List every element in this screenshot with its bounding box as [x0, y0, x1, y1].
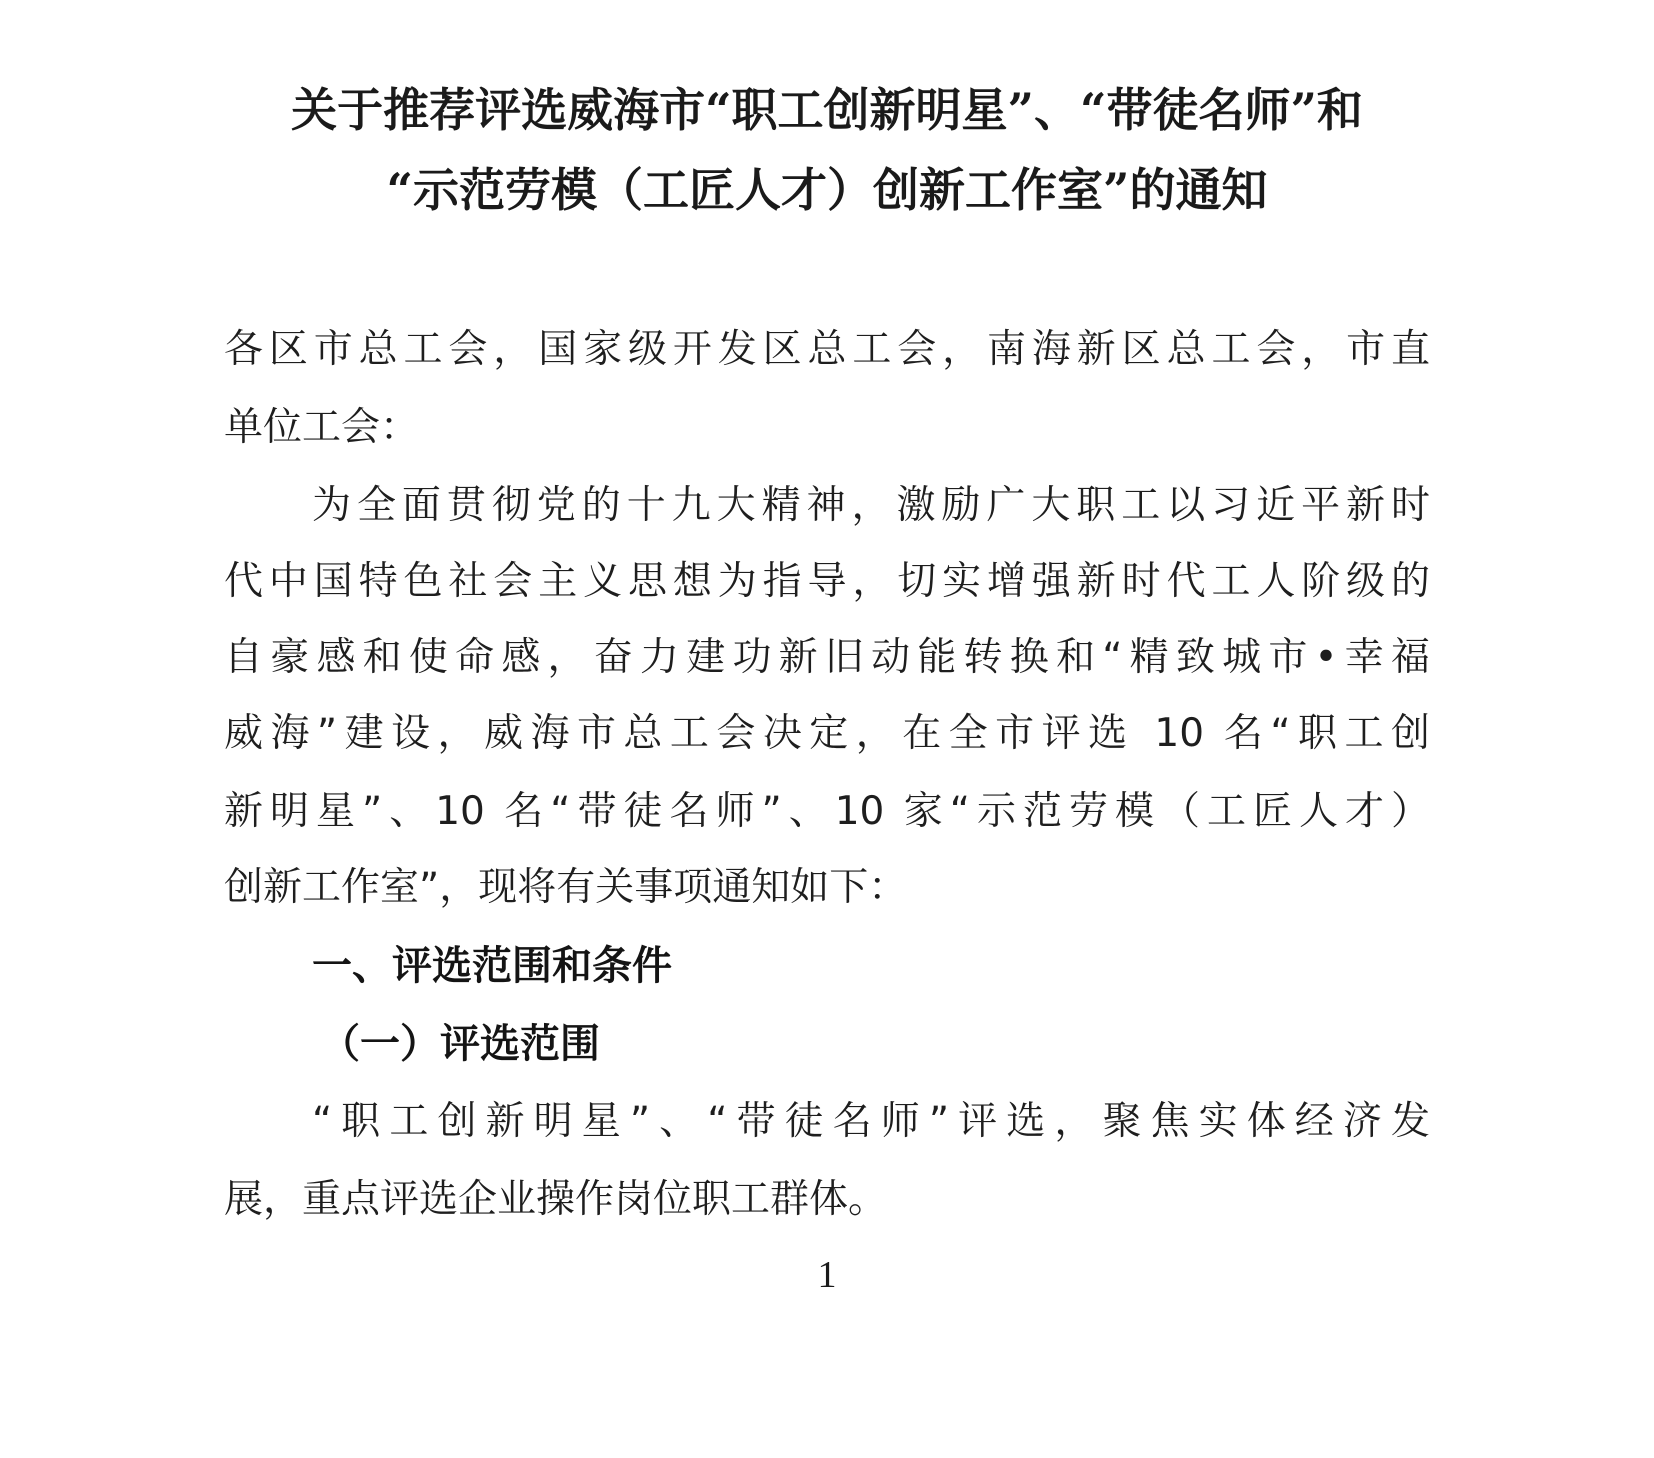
- document-title-line-1: 关于推荐评选威海市“职工创新明星”、“带徒名师”和: [291, 83, 1363, 137]
- intro-paragraph-line-4: 威海”建设，威海市总工会决定，在全市评选 10 名“职工创: [224, 711, 1430, 756]
- intro-paragraph-line-1: 为全面贯彻党的十九大精神，激励广大职工以习近平新时: [312, 483, 1430, 528]
- subsection-heading: （一）评选范围: [320, 1021, 600, 1067]
- section-heading: 一、评选范围和条件: [312, 943, 672, 989]
- salutation-line-1: 各区市总工会，国家级开发区总工会，南海新区总工会，市直: [224, 327, 1430, 372]
- salutation-line-2: 单位工会：: [224, 405, 420, 450]
- scope-paragraph-line-2: 展，重点评选企业操作岗位职工群体。: [224, 1177, 888, 1222]
- document-title-line-2: “示范劳模（工匠人才）创新工作室”的通知: [386, 163, 1268, 217]
- intro-paragraph-line-6: 创新工作室”，现将有关事项通知如下：: [224, 865, 908, 910]
- page-number: 1: [817, 1254, 837, 1296]
- intro-paragraph-line-5: 新明星”、10 名“带徒名师”、10 家“示范劳模（工匠人才）: [224, 789, 1430, 834]
- intro-paragraph-line-2: 代中国特色社会主义思想为指导，切实增强新时代工人阶级的: [224, 559, 1430, 604]
- scope-paragraph-line-1: “职工创新明星”、“带徒名师”评选，聚焦实体经济发: [312, 1099, 1430, 1144]
- intro-paragraph-line-3: 自豪感和使命感，奋力建功新旧动能转换和“精致城市•幸福: [224, 635, 1430, 680]
